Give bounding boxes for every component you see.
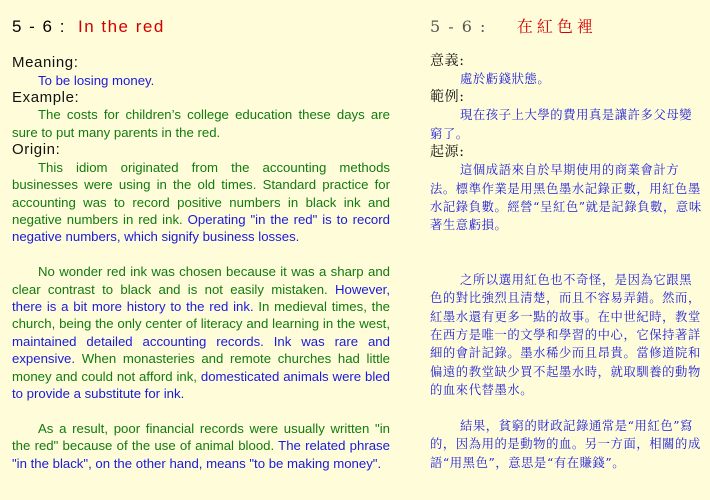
chinese-origin-paragraph-2: 之所以選用紅色也不奇怪，是因為它跟黑色的對比強烈且清楚，而且不容易弄錯。然而，紅墨水還有更多一點的故事。在中世紀時，教堂在西方是唯一的文學和學習的中心，它保持著詳細的會計記錄。墨水稀少而且昂貴。當修道院和偏遠的教堂缺少買不起墨水時，就取馴養的動物的血來代替墨水。 — [430, 272, 701, 398]
chinese-origin-paragraph-3: 結果，貧窮的財政記錄通常是“用紅色”寫的，因為用的是動物的血。另一方面，相關的成語“用黑色”，意思是“有在賺錢”。 — [430, 418, 701, 470]
chinese-title-row — [430, 14, 702, 40]
origin-p2-sentence-6: When monasteries and remote churches had little money and could not afford ink, — [12, 351, 390, 384]
origin-p3-sentence-1: As a result, poor financial records were usually written "in the red" because of the use of animal blood. — [12, 420, 390, 454]
chinese-origin-label: 起源: — [430, 144, 465, 161]
english-example-label: Example: — [12, 88, 80, 106]
origin-p2-sentence-7: domesticated animals were bled to provide a substitute for ink. — [12, 368, 390, 401]
origin-p2-sentence-1: No wonder red ink was chosen because it was a sharp and clear contrast to black and is not easily mistaken. — [12, 264, 390, 297]
origin-p2-sentence-5: Ink was rare and expensive. — [12, 333, 390, 367]
origin-p3-sentence-2: The related phrase "in the black", on the other hand, means "to be making money". — [12, 438, 390, 471]
english-origin-label: Origin: — [12, 141, 61, 159]
origin-p2-sentence-2: However, there is a bit more history to the red ink. — [12, 281, 390, 314]
english-idiom-title: In the red — [77, 17, 165, 36]
chinese-origin-paragraph-1: 這個成語來自於早期使用的商業會計方法。標準作業是用黑色墨水記錄正數，用紅色墨水記錄負數。經營“呈紅色”就是記錄負數，意味著生意虧損。 — [430, 163, 702, 233]
origin-p2-sentence-3: In medieval times, the church, being the only center of literacy and learning in the west, — [12, 298, 390, 332]
english-meaning-label: Meaning: — [12, 54, 79, 71]
paragraph-gap — [12, 402, 390, 419]
english-origin-paragraph-1 — [12, 159, 390, 246]
chinese-example-label: 範例: — [430, 89, 465, 106]
english-title-row — [12, 14, 390, 40]
origin-p1-sentence-1: This idiom originated from the accounting methods businesses were using in the old times. — [12, 159, 390, 193]
english-example-text — [12, 106, 390, 141]
paragraph-gap — [12, 246, 390, 263]
origin-p1-sentence-2: Standard practice for accounting was to record positive numbers in black ink and negative numbers in red ink. — [12, 177, 391, 227]
chinese-lesson-number: 5 - 6 : — [430, 17, 487, 36]
english-lesson-number: 5 - 6 : — [12, 17, 66, 36]
chinese-example-text: 現在孩子上大學的費用真是讓許多父母變窮了。 — [430, 108, 693, 141]
english-meaning-text: To be losing money. — [38, 72, 155, 88]
chinese-idiom-title: 在紅色裡 — [516, 17, 597, 36]
origin-p2-sentence-4: maintained detailed accounting records. — [12, 333, 264, 349]
english-column — [12, 14, 390, 472]
english-origin-paragraph-3 — [12, 420, 390, 472]
chinese-meaning-label: 意義: — [430, 53, 465, 69]
chinese-column — [430, 14, 702, 472]
origin-p1-sentence-3: Operating "in the red" is to record negative numbers, which signify business losses. — [12, 211, 390, 245]
english-origin-paragraph-2 — [12, 263, 390, 402]
chinese-meaning-text: 處於虧錢狀態。 — [460, 72, 551, 86]
english-example-sentence: The costs for children’s college education these days are sure to put many parents in the red. — [12, 107, 390, 140]
paragraph-gap — [430, 235, 702, 271]
paragraph-gap — [430, 400, 702, 417]
